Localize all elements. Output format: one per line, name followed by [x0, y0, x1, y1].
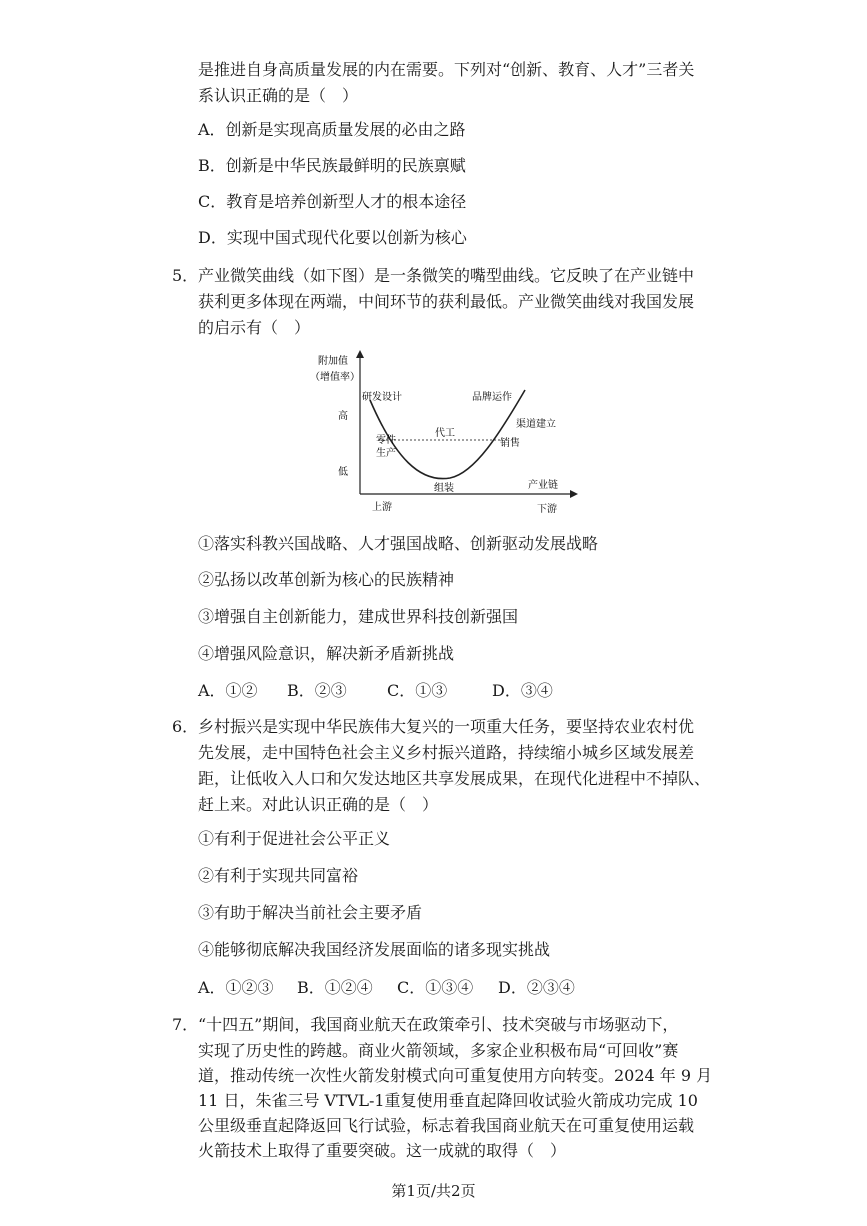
- q6-item-1: ①有利于促进社会公平正义: [198, 829, 391, 848]
- q6-number: 6．: [172, 717, 199, 736]
- label-brand: 品牌运作: [472, 392, 512, 403]
- y-axis-label-1: 附加值: [318, 356, 348, 367]
- q6-item-2: ②有利于实现共同富裕: [198, 866, 359, 885]
- q6-stem-line-4: 赶上来。对此认识正确的是（ ）: [198, 795, 439, 814]
- q5-choice-c: C．①③: [387, 681, 448, 700]
- q6-item-3: ③有助于解决当前社会主要矛盾: [198, 903, 423, 922]
- label-downstream: 下游: [537, 504, 557, 515]
- q5-choice-b: B．②③: [287, 681, 347, 700]
- q6-choice-b: B．①②④: [297, 978, 373, 997]
- label-oem: 代工: [435, 428, 455, 439]
- q4-option-c: C．教育是培养创新型人才的根本途径: [198, 192, 467, 211]
- q6-item-4: ④能够彻底解决我国经济发展面临的诸多现实挑战: [198, 940, 551, 959]
- q7-stem-line-6: 火箭技术上取得了重要突破。这一成就的取得（ ）: [198, 1141, 567, 1160]
- q5-number: 5．: [172, 266, 199, 285]
- q5-item-1: ①落实科教兴国战略、人才强国战略、创新驱动发展战略: [198, 534, 599, 553]
- q5-item-2: ②弘扬以改革创新为核心的民族精神: [198, 570, 455, 589]
- smile-curve-figure: [300, 348, 590, 520]
- q7-stem-line-1: “十四五”期间，我国商业航天在政策牵引、技术突破与市场驱动下，: [198, 1015, 679, 1034]
- y-axis-label-2: （增值率）: [310, 372, 360, 383]
- q5-item-4: ④增强风险意识，解决新矛盾新挑战: [198, 644, 455, 663]
- label-parts-2: 生产: [376, 448, 396, 459]
- y-axis-arrow: [356, 350, 364, 358]
- q4-option-a: A．创新是实现高质量发展的必由之路: [198, 120, 466, 139]
- q5-choice-d: D．③④: [492, 681, 553, 700]
- q7-stem-line-4: 11 日，朱雀三号 VTVL-1重复使用垂直起降回收试验火箭成功完成 10: [198, 1091, 698, 1110]
- q6-stem-line-1: 乡村振兴是实现中华民族伟大复兴的一项重大任务，要坚持农业农村优: [198, 717, 695, 736]
- label-assembly: 组装: [434, 483, 454, 494]
- label-chain: 产业链: [528, 480, 558, 491]
- label-high: 高: [338, 411, 348, 422]
- label-parts-1: 零件: [376, 435, 396, 446]
- q7-stem-line-5: 公里级垂直起降返回飞行试验，标志着我国商业航天在可重复使用运载: [198, 1116, 695, 1135]
- q7-stem-line-3: 道，推动传统一次性火箭发射模式向可重复使用方向转变。2024 年 9 月: [198, 1066, 713, 1085]
- q5-item-3: ③增强自主创新能力，建成世界科技创新强国: [198, 607, 519, 626]
- q6-choice-d: D．②③④: [498, 978, 575, 997]
- q4-stem-line-1: 是推进自身高质量发展的内在需要。下列对“创新、教育、人才”三者关: [198, 60, 695, 79]
- q6-stem-line-3: 距，让低收入人口和欠发达地区共享发展成果，在现代化进程中不掉队、: [198, 769, 711, 788]
- label-sales: 销售: [500, 438, 520, 449]
- q7-number: 7．: [172, 1015, 199, 1034]
- q5-choice-a: A．①②: [198, 681, 258, 700]
- page-footer: 第1页/共2页: [391, 1182, 476, 1200]
- label-upstream: 上游: [372, 502, 392, 513]
- q6-stem-line-2: 先发展，走中国特色社会主义乡村振兴道路，持续缩小城乡区域发展差: [198, 743, 695, 762]
- q5-stem-line-2: 获利更多体现在两端，中间环节的获利最低。产业微笑曲线对我国发展: [198, 292, 695, 311]
- q4-option-b: B．创新是中华民族最鲜明的民族禀赋: [198, 156, 466, 175]
- q7-stem-line-2: 实现了历史性的跨越。商业火箭领域，多家企业积极布局“可回收”赛: [198, 1041, 679, 1060]
- label-low: 低: [338, 467, 348, 478]
- x-axis-arrow: [570, 490, 578, 498]
- q6-choice-a: A．①②③: [198, 978, 274, 997]
- label-rd: 研发设计: [362, 392, 402, 403]
- q5-stem-line-3: 的启示有（ ）: [198, 318, 311, 337]
- q4-option-d: D．实现中国式现代化要以创新为核心: [198, 228, 467, 247]
- q4-stem-line-2: 系认识正确的是（ ）: [198, 86, 359, 105]
- q6-choice-c: C．①③④: [397, 978, 474, 997]
- q5-stem-line-1: 产业微笑曲线（如下图）是一条微笑的嘴型曲线。它反映了在产业链中: [198, 266, 695, 285]
- label-channel: 渠道建立: [516, 419, 556, 430]
